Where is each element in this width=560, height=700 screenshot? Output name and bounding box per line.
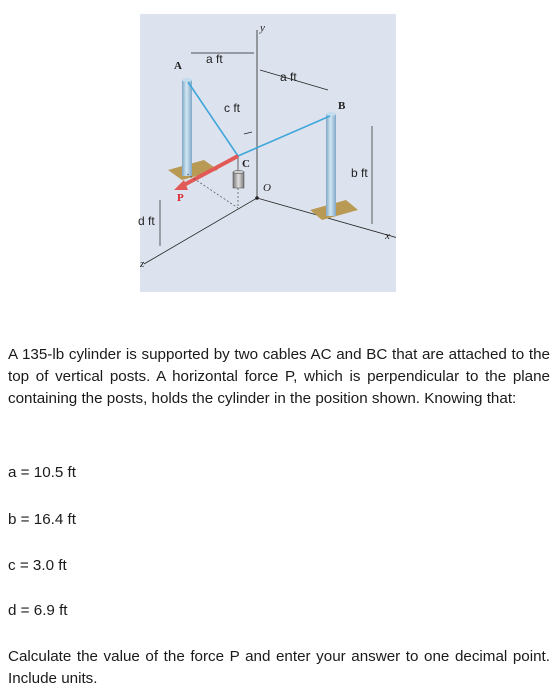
label-axis-z: z: [140, 258, 145, 270]
label-point-B: B: [338, 100, 346, 112]
left-post-top: [182, 78, 192, 82]
label-axis-x: x: [385, 230, 390, 242]
label-c: c ft: [224, 101, 241, 115]
label-force-P: P: [177, 192, 184, 204]
axis-z-line: [144, 198, 257, 264]
problem-figure: [140, 14, 396, 292]
instruction-text: Calculate the value of the force P and enter your answer to one decimal point. Include units.: [8, 648, 550, 687]
cable-BC: [238, 116, 330, 156]
label-point-A: A: [174, 60, 182, 72]
cylinder-top: [233, 170, 244, 173]
label-point-O: O: [263, 182, 271, 194]
label-a-right: a ft: [280, 70, 297, 84]
force-P-arrowhead: [174, 180, 188, 190]
cable-AC: [188, 82, 241, 156]
figure-drawing: [140, 14, 396, 292]
given-a: a = 10.5 ft: [8, 464, 76, 481]
left-post: [182, 80, 192, 176]
label-d: d ft: [138, 214, 155, 228]
dim-c: [244, 132, 252, 134]
right-post: [326, 114, 336, 216]
label-a-left: a ft: [206, 52, 223, 66]
given-b: b = 16.4 ft: [8, 511, 76, 528]
label-point-C: C: [242, 158, 250, 170]
label-b: b ft: [351, 166, 368, 180]
problem-statement: A 135-lb cylinder is supported by two cables AC and BC that are attached to the top of vertical posts. A horizontal force P, which is perpendicular to the plane containing the posts, holds the cylinder in the position shown. Knowing that:: [8, 346, 550, 407]
given-d: d = 6.9 ft: [8, 602, 68, 619]
dashed-line-2: [187, 174, 238, 208]
origin-point: [255, 196, 259, 200]
right-post-top: [326, 112, 336, 116]
label-axis-y: y: [260, 22, 265, 34]
cylinder: [233, 172, 244, 188]
given-c: c = 3.0 ft: [8, 557, 67, 574]
